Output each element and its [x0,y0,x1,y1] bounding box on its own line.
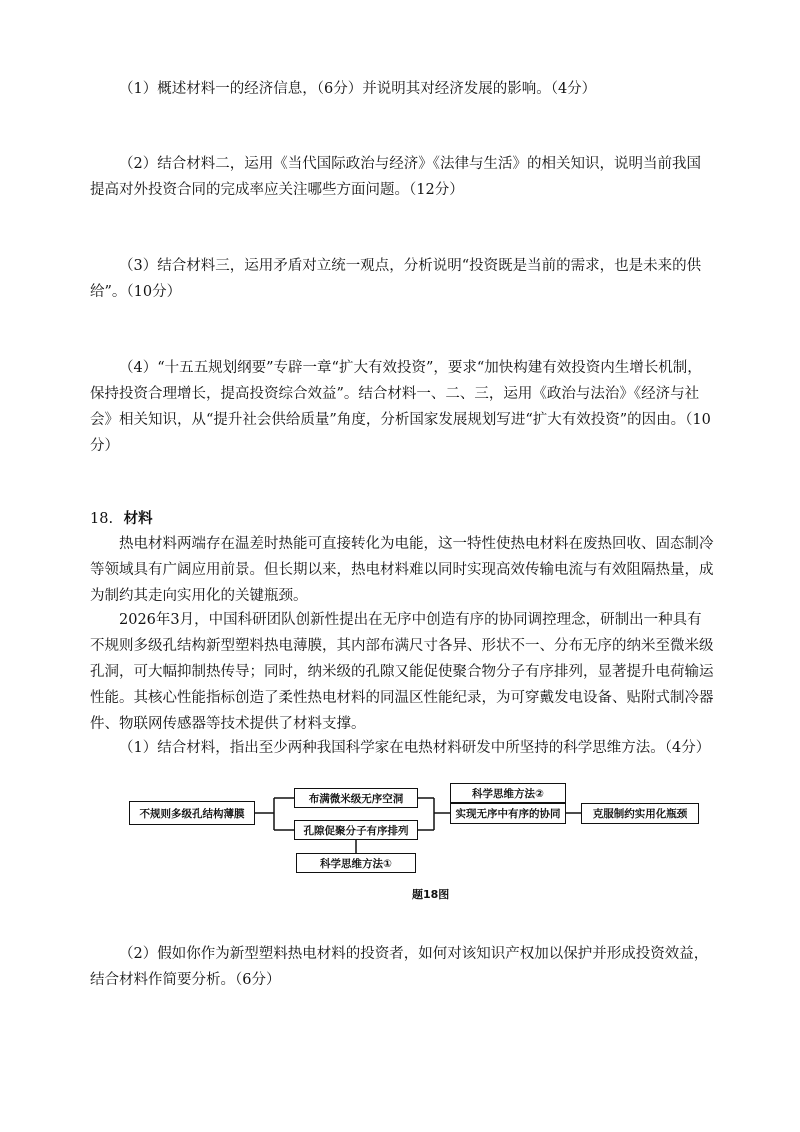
q17-sub4: （4）“十五五规划纲要”专辟一章“扩大有效投资”，要求“加快构建有效投资内生增长机制，保持投资合理增长，提高投资综合效益”。结合材料一、二、三，运用《政治与法治》《经济与社会》相关知识，从“提升社会供给质量”角度，分析国家发展规划写进“扩大有效投资”的因由。（10分） [90,360,711,454]
q18-number: 18. [90,511,114,527]
q17-sub2: （2）结合材料二，运用《当代国际政治与经济》《法律与生活》的相关知识，说明当前我国提高对外投资合同的完成率应关注哪些方面问题。（12分） [90,156,701,198]
q18-sub1: （1）结合材料，指出至少两种我国科学家在电热材料研发中所坚持的科学思维方法。（4分） [119,740,711,756]
q18-title: 材料 [123,510,153,527]
q18-material-para2: 2026年3月，中国科研团队创新性提出在无序中创造有序的协同调控理念，研制出一种具有不规则多级孔结构新型塑料热电薄膜，其内部布满尺寸各异、形状不一、分布无序的纳米至微米级孔洞，可大幅抑制热传导；同时，纳米级的孔隙又能促使聚合物分子有序排列，显著提升电荷输运性能。其核心性能指标创造了柔性热电材料的同温区性能纪录，为可穿戴发电设备、贴附式制冷器件、物联网传感器等技术提供了材料支撑。 [90,612,714,732]
q17-sub3: （3）结合材料三，运用矛盾对立统一观点，分析说明“投资既是当前的需求，也是未来的供给”。（10分） [90,258,702,300]
box-method2: 科学思维方法② [450,783,566,803]
box-holes: 布满微米级无序空洞 [294,788,418,808]
box-method1: 科学思维方法① [296,853,416,873]
box-overcome: 克服制约实用化瓶颈 [581,803,699,824]
q18-material-para1: 热电材料两端存在温差时热能可直接转化为电能，这一特性使热电材料在废热回收、固态制冷等领域具有广阔应用前景。但长期以来，热电材料难以同时实现高效传输电流与有效阻隔热量，成为制约其走向实用化的关键瓶颈。 [90,536,714,604]
q17-sub1: （1）概述材料一的经济信息，（6分）并说明其对经济发展的影响。（4分） [119,81,597,97]
box-pores: 孔隙促聚分子有序排列 [294,820,418,840]
q18-sub2: （2）假如你作为新型塑料热电材料的投资者，如何对该知识产权加以保护并形成投资效益，结合材料作简要分析。（6分） [90,946,709,988]
box-synergy: 实现无序中有序的协同 [450,803,566,824]
figure-caption: 题18图 [412,888,450,901]
box-film: 不规则多级孔结构薄膜 [129,801,255,825]
